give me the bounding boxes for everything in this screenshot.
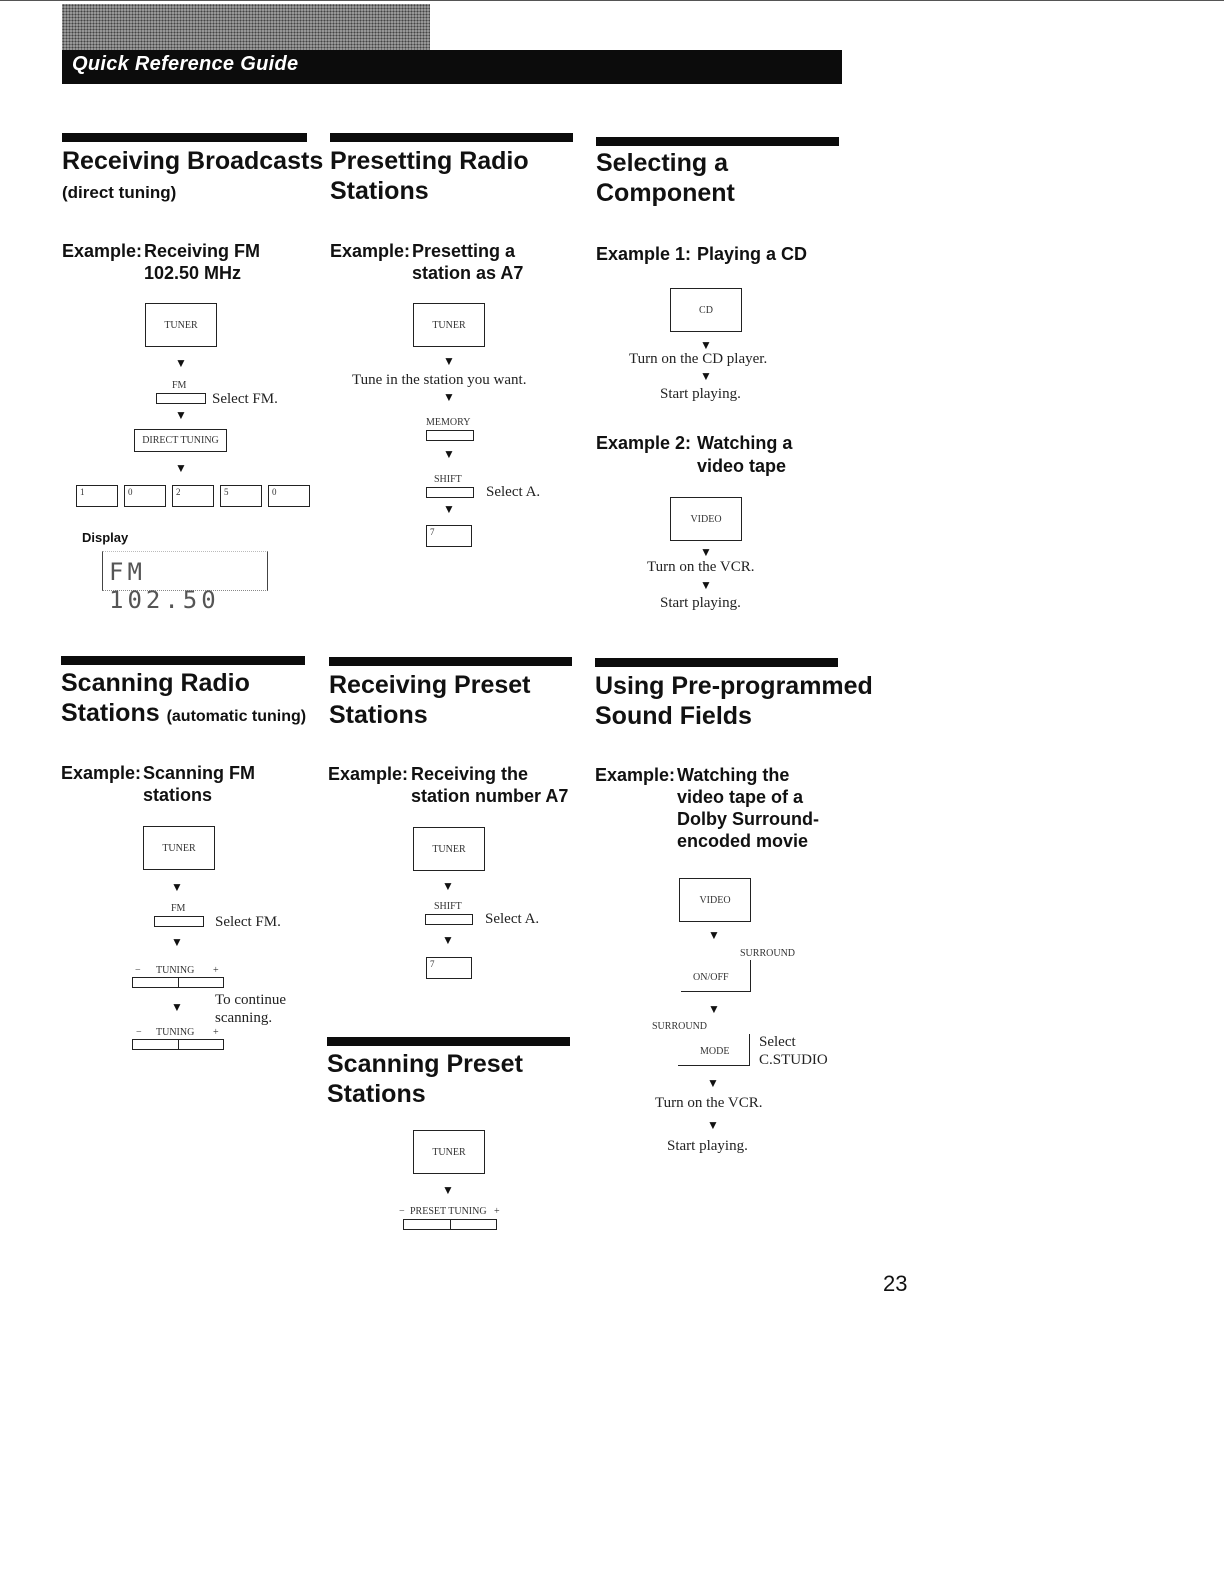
- digit-button-7[interactable]: 7: [426, 525, 472, 547]
- instruction-text: Turn on the VCR.: [647, 559, 755, 575]
- arrow-down-icon: ▼: [442, 1183, 454, 1197]
- instruction-text: Select FM.: [215, 914, 281, 930]
- arrow-down-icon: ▼: [175, 356, 187, 370]
- instruction-text: Start playing.: [660, 595, 741, 611]
- instruction-text: scanning.: [215, 1010, 273, 1026]
- section-title-presetting: Presetting Radio: [330, 147, 529, 175]
- rocker-divider: [178, 1040, 179, 1049]
- example-text: Watching a: [697, 433, 793, 453]
- example-label: Example:: [595, 765, 676, 785]
- video-button[interactable]: VIDEO: [670, 497, 742, 541]
- tuning-label: TUNING: [156, 1027, 195, 1038]
- rocker-divider: [178, 978, 179, 987]
- digit-button-2[interactable]: 2: [172, 485, 214, 507]
- arrow-down-icon: ▼: [442, 933, 454, 947]
- preset-tuning-rocker-button[interactable]: [403, 1219, 497, 1230]
- page-number: 23: [883, 1271, 908, 1296]
- title-text: Stations: [61, 699, 160, 727]
- arrow-down-icon: ▼: [700, 369, 712, 383]
- section-title-selecting-2: Component: [596, 179, 735, 207]
- section-title-sound-fields-2: Sound Fields: [595, 702, 752, 730]
- arrow-down-icon: ▼: [708, 928, 720, 942]
- example-text: video tape of a: [677, 787, 804, 807]
- section-rule: [329, 657, 572, 666]
- fm-key-label: FM: [171, 903, 186, 914]
- top-rule: [0, 0, 1224, 1]
- instruction-text: Select A.: [485, 911, 540, 927]
- surround-label: SURROUND: [740, 948, 796, 959]
- arrow-down-icon: ▼: [171, 935, 183, 949]
- tuner-button[interactable]: TUNER: [143, 826, 215, 870]
- arrow-down-icon: ▼: [175, 408, 187, 422]
- fm-button[interactable]: [154, 916, 204, 927]
- digit-button-5[interactable]: 5: [220, 485, 262, 507]
- minus-label: −: [399, 1206, 405, 1217]
- instruction-text: Start playing.: [660, 386, 741, 402]
- fm-key-label: FM: [172, 380, 187, 391]
- section-rule: [61, 656, 305, 665]
- example-label: Example 1:: [596, 244, 692, 264]
- tuning-rocker-button[interactable]: [132, 1039, 224, 1050]
- shift-button[interactable]: [425, 914, 473, 925]
- plus-label: +: [213, 1027, 219, 1038]
- arrow-down-icon: ▼: [443, 354, 455, 368]
- minus-label: −: [135, 965, 141, 976]
- cd-button[interactable]: CD: [670, 288, 742, 332]
- tuning-rocker-button[interactable]: [132, 977, 224, 988]
- direct-tuning-button[interactable]: DIRECT TUNING: [134, 429, 227, 452]
- tuner-button[interactable]: TUNER: [413, 1130, 485, 1174]
- fm-button[interactable]: [156, 393, 206, 404]
- arrow-down-icon: ▼: [700, 545, 712, 559]
- section-rule: [595, 658, 838, 667]
- surround-on-off-button[interactable]: [681, 960, 751, 992]
- header-title: Quick Reference Guide: [72, 53, 299, 75]
- tuner-button[interactable]: TUNER: [145, 303, 217, 347]
- digit-button-0b[interactable]: 0: [268, 485, 310, 507]
- example-text: encoded movie: [677, 831, 809, 851]
- section-title-receiving-broadcasts: Receiving Broadcasts: [62, 147, 324, 175]
- video-button[interactable]: VIDEO: [679, 878, 751, 922]
- on-off-label: ON/OFF: [693, 972, 729, 983]
- section-title-scanning-preset-2: Stations: [327, 1080, 426, 1108]
- memory-label: MEMORY: [426, 417, 471, 428]
- surround-mode-label: SURROUND: [652, 1021, 708, 1032]
- shift-button[interactable]: [426, 487, 474, 498]
- example-text: station number A7: [411, 786, 569, 806]
- plus-label: +: [213, 965, 219, 976]
- example-label: Example:: [62, 241, 143, 261]
- digit-button-7[interactable]: 7: [426, 957, 472, 979]
- digit-button-0[interactable]: 0: [124, 485, 166, 507]
- example-text: Watching the: [677, 765, 790, 785]
- arrow-down-icon: ▼: [700, 338, 712, 352]
- section-title-selecting: Selecting a: [596, 149, 728, 177]
- digit-button-1[interactable]: 1: [76, 485, 118, 507]
- instruction-text: Tune in the station you want.: [352, 372, 527, 388]
- section-title-receiving-preset-2: Stations: [329, 701, 428, 729]
- example-label: Example:: [61, 763, 142, 783]
- tuning-label: TUNING: [156, 965, 195, 976]
- arrow-down-icon: ▼: [443, 502, 455, 516]
- arrow-down-icon: ▼: [442, 879, 454, 893]
- memory-button[interactable]: [426, 430, 474, 441]
- shift-label: SHIFT: [434, 901, 462, 912]
- section-rule: [330, 133, 573, 142]
- example-text: video tape: [697, 456, 787, 476]
- section-rule: [596, 137, 839, 146]
- section-subtitle: (direct tuning): [62, 183, 177, 202]
- minus-label: −: [136, 1027, 142, 1038]
- display-readout: FM 102.50: [109, 558, 220, 614]
- header-screen-pattern: [62, 4, 430, 50]
- shift-label: SHIFT: [434, 474, 462, 485]
- arrow-down-icon: ▼: [443, 390, 455, 404]
- section-title-receiving-preset: Receiving Preset: [329, 671, 531, 699]
- instruction-text: Turn on the VCR.: [655, 1095, 763, 1111]
- example-text: Playing a CD: [697, 244, 808, 264]
- plus-label: +: [494, 1206, 500, 1217]
- section-title-scanning-preset: Scanning Preset: [327, 1050, 523, 1078]
- example-text: 102.50 MHz: [144, 263, 242, 283]
- instruction-text: Select: [759, 1034, 796, 1050]
- section-title-sound-fields: Using Pre-programmed: [595, 672, 873, 700]
- arrow-down-icon: ▼: [707, 1076, 719, 1090]
- arrow-down-icon: ▼: [175, 461, 187, 475]
- example-label: Example 2:: [596, 433, 692, 453]
- section-title-presetting-2: Stations: [330, 177, 429, 205]
- arrow-down-icon: ▼: [707, 1118, 719, 1132]
- example-text: stations: [143, 785, 213, 805]
- example-text: station as A7: [412, 263, 524, 283]
- example-text: Dolby Surround-: [677, 809, 819, 829]
- title-subtext: (automatic tuning): [166, 708, 307, 725]
- instruction-text: Select A.: [486, 484, 541, 500]
- example-text: Presetting a: [412, 241, 516, 261]
- arrow-down-icon: ▼: [443, 447, 455, 461]
- preset-tuning-label: PRESET TUNING: [410, 1206, 487, 1217]
- section-rule: [327, 1037, 570, 1046]
- rocker-divider: [450, 1220, 451, 1229]
- display-label: Display: [82, 530, 129, 545]
- arrow-down-icon: ▼: [708, 1002, 720, 1016]
- example-text: Scanning FM: [143, 763, 255, 783]
- instruction-text: To continue: [215, 992, 287, 1008]
- example-label: Example:: [328, 764, 409, 784]
- arrow-down-icon: ▼: [171, 1000, 183, 1014]
- example-text: Receiving FM: [144, 241, 261, 261]
- arrow-down-icon: ▼: [700, 578, 712, 592]
- display-panel: [102, 551, 268, 614]
- instruction-text: Select FM.: [212, 391, 278, 407]
- tuner-button[interactable]: TUNER: [413, 303, 485, 347]
- section-rule: [62, 133, 307, 142]
- example-text: Receiving the: [411, 764, 529, 784]
- instruction-text: C.STUDIO: [759, 1052, 828, 1068]
- tuner-button[interactable]: TUNER: [413, 827, 485, 871]
- instruction-text: Start playing.: [667, 1138, 748, 1154]
- instruction-text: Turn on the CD player.: [629, 351, 768, 367]
- section-title-scanning-2: [61, 698, 306, 732]
- section-title-scanning: Scanning Radio: [61, 669, 250, 697]
- surround-mode-button[interactable]: [678, 1034, 750, 1066]
- example-label: Example:: [330, 241, 411, 261]
- arrow-down-icon: ▼: [171, 880, 183, 894]
- mode-label: MODE: [700, 1046, 730, 1057]
